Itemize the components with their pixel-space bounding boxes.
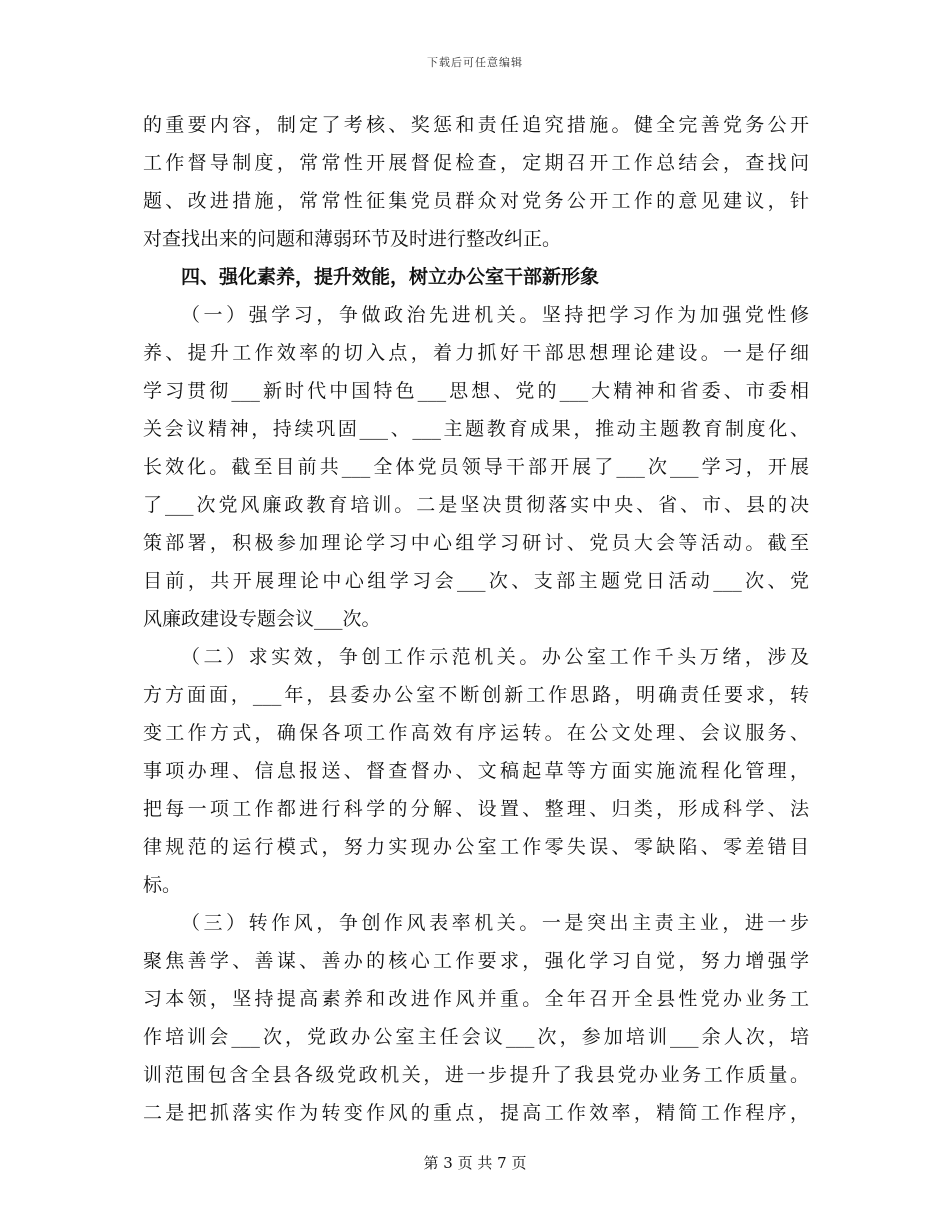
paragraph-line: 养、提升工作效率的切入点，着力抓好干部思想理论建设。一是仔细 xyxy=(143,342,809,364)
page-header-note: 下载后可任意编辑 xyxy=(427,56,523,69)
paragraph-line: 把每一项工作都进行科学的分解、设置、整理、归类，形成科学、法 xyxy=(143,798,809,820)
section-heading: 四、强化素养，提升效能，树立办公室干部新形象 xyxy=(181,266,600,288)
paragraph-line: 策部署，积极参加理论学习中心组学习研讨、党员大会等活动。截至 xyxy=(143,532,809,554)
paragraph-line: 长效化。截至目前共___全体党员领导干部开展了___次___学习，开展 xyxy=(143,456,809,478)
paragraph-last-line: 对查找出来的问题和薄弱环节及时进行整改纠正。 xyxy=(143,228,562,250)
paragraph-line: 题、改进措施，常常性征集党员群众对党务公开工作的意见建议，针 xyxy=(143,190,809,212)
paragraph-line: 事项办理、信息报送、督查督办、文稿起草等方面实施流程化管理， xyxy=(143,760,809,782)
paragraph-line: 律规范的运行模式，努力实现办公室工作零失误、零缺陷、零差错目 xyxy=(143,836,809,858)
paragraph-line: 变工作方式，确保各项工作高效有序运转。在公文处理、会议服务、 xyxy=(143,722,809,744)
paragraph-line: 的重要内容，制定了考核、奖惩和责任追究措施。健全完善党务公开 xyxy=(143,114,809,136)
paragraph-last-line: 标。 xyxy=(143,874,182,896)
paragraph-first-line: （三）转作风，争创作风表率机关。一是突出主责主业，进一步 xyxy=(181,912,809,934)
paragraph-line: 方方面面，___年，县委办公室不断创新工作思路，明确责任要求，转 xyxy=(143,684,809,706)
paragraph-line: 目前，共开展理论中心组学习会___次、支部主题党日活动___次、党 xyxy=(143,570,809,592)
paragraph-line: 习本领，坚持提高素养和改进作风并重。全年召开全县性党办业务工 xyxy=(143,988,809,1010)
paragraph-line: 作培训会___次，党政办公室主任会议___次，参加培训___余人次，培 xyxy=(143,1026,809,1048)
paragraph-line: 工作督导制度，常常性开展督促检查，定期召开工作总结会，查找问 xyxy=(143,152,809,174)
paragraph-first-line: （一）强学习，争做政治先进机关。坚持把学习作为加强党性修 xyxy=(181,304,809,326)
paragraph-line: 学习贯彻___新时代中国特色___思想、党的___大精神和省委、市委相 xyxy=(143,380,809,402)
paragraph-last-line: 风廉政建设专题会议___次。 xyxy=(143,608,381,630)
paragraph-line: 关会议精神，持续巩固___、___主题教育成果，推动主题教育制度化、 xyxy=(143,418,809,440)
page-number: 第 3 页 共 7 页 xyxy=(423,1154,527,1172)
paragraph-first-line: （二）求实效，争创工作示范机关。办公室工作千头万绪，涉及 xyxy=(181,646,809,668)
paragraph-line: 了___次党风廉政教育培训。二是坚决贯彻落实中央、省、市、县的决 xyxy=(143,494,809,516)
paragraph-line: 训范围包含全县各级党政机关，进一步提升了我县党办业务工作质量。 xyxy=(143,1064,809,1086)
document-body xyxy=(143,106,809,1132)
paragraph-line: 二是把抓落实作为转变作风的重点，提高工作效率，精简工作程序， xyxy=(143,1102,809,1124)
paragraph-line: 聚焦善学、善谋、善办的核心工作要求，强化学习自觉，努力增强学 xyxy=(143,950,809,972)
